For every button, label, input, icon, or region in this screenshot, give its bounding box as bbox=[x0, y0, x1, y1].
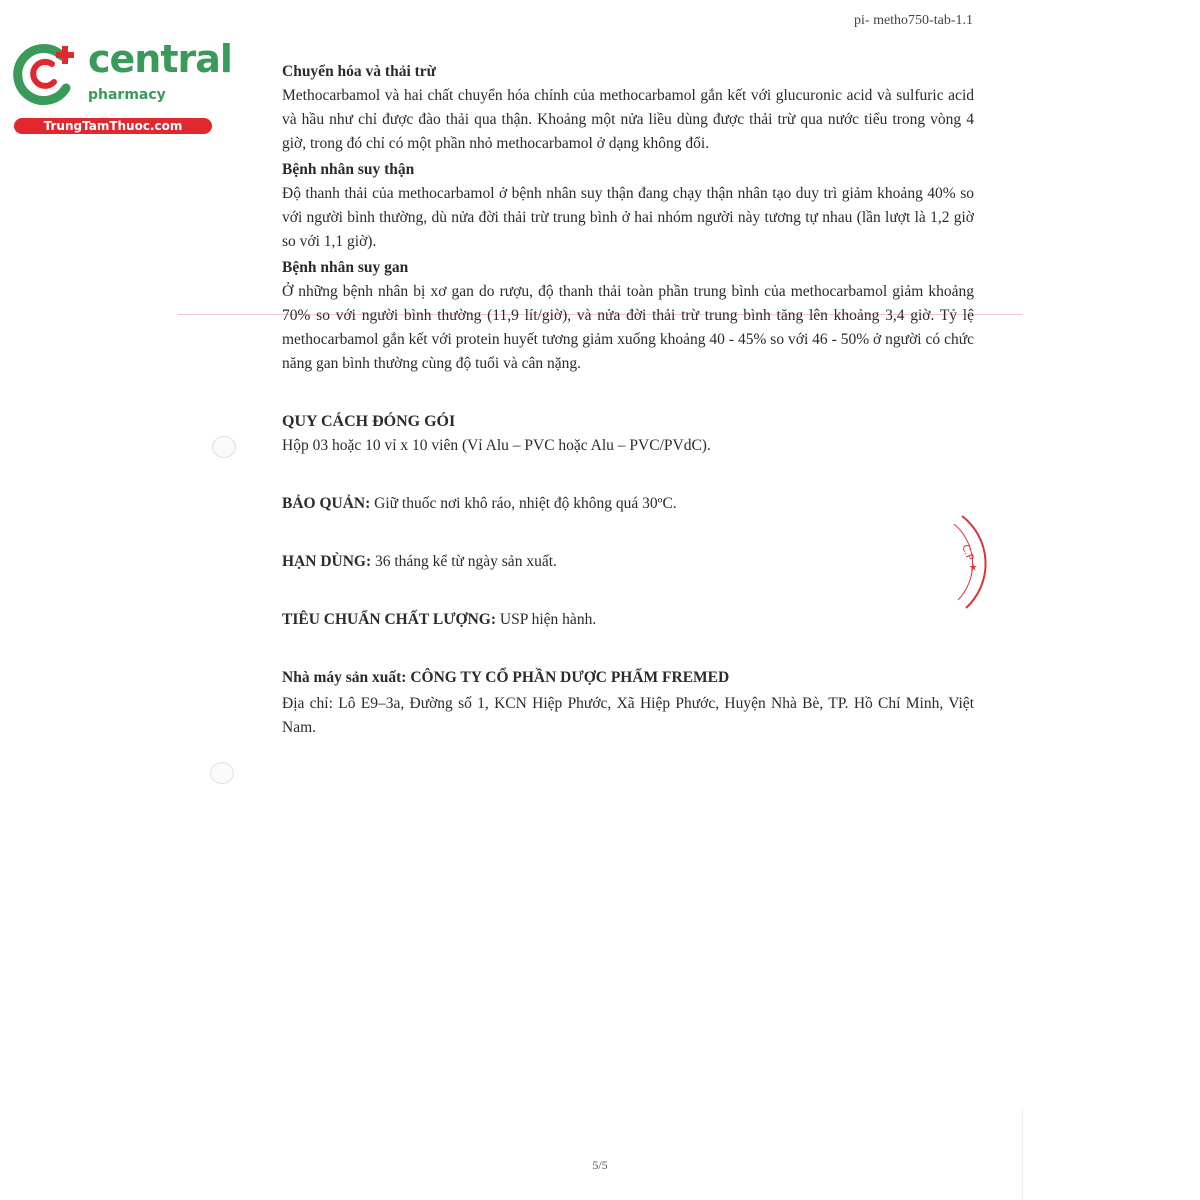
punch-hole bbox=[210, 762, 234, 784]
central-pharmacy-logo[interactable] bbox=[10, 37, 232, 138]
heading-metabolism: Chuyển hóa và thải trừ bbox=[282, 63, 436, 80]
text-metabolism: Methocarbamol và hai chất chuyển hóa chính của methocarbamol gắn kết với glucuronic acid và sulfuric acid và hầu như chỉ được đào thải qua thận. Khoảng một nửa liều dùng được thải trừ qua nước tiểu trong vòng 4 giờ, trong đó chỉ có một phần nhỏ methocarbamol ở dạng không đổi. bbox=[282, 87, 974, 152]
heading-hepatic: Bệnh nhân suy gan bbox=[282, 259, 409, 276]
standard-text: USP hiện hành. bbox=[499, 611, 597, 628]
expiry-line bbox=[282, 550, 974, 574]
storage-label: BẢO QUẢN: bbox=[282, 495, 371, 512]
stamp-text: C.P ★ bbox=[959, 543, 980, 574]
manufacturer-name: CÔNG TY CỔ PHẦN DƯỢC PHẨM FREMED bbox=[410, 669, 730, 686]
text-renal: Độ thanh thải của methocarbamol ở bệnh nhân suy thận đang chạy thận nhân tạo duy trì giảm khoảng 40% so với người bình thường, dù nửa đời thải trừ trung bình ở hai nhóm người này tương tự nhau (lần lượt là 1,2 giờ so với 1,1 giờ). bbox=[282, 185, 974, 250]
logo-brand-name: central bbox=[88, 37, 232, 81]
page-number: 5/5 bbox=[592, 1158, 608, 1172]
expiry-text: 36 tháng kể từ ngày sản xuất. bbox=[375, 553, 557, 570]
storage-line bbox=[282, 492, 974, 516]
logo-website[interactable]: TrungTamThuoc.com bbox=[14, 118, 212, 134]
document-body bbox=[282, 60, 974, 742]
scan-edge-line bbox=[1022, 1110, 1023, 1200]
expiry-label: HẠN DÙNG: bbox=[282, 553, 372, 570]
storage-text: Giữ thuốc nơi khô ráo, nhiệt độ không quá 30ºC. bbox=[374, 495, 677, 512]
punch-hole bbox=[212, 436, 236, 458]
document-code: pi- metho750-tab-1.1 bbox=[854, 13, 973, 28]
text-hepatic: Ở những bệnh nhân bị xơ gan do rượu, độ thanh thải toàn phần trung bình của methocarbamol giảm khoảng 70% so với người bình thường (11,9 lít/giờ), và nửa đời thải trừ trung bình tăng lên khoảng 3,4 giờ. Tỷ lệ methocarbamol gắn kết với protein huyết tương giảm xuống khoảng 40 - 45% so với 46 - 50% ở người có chức năng gan bình thường cùng độ tuổi và cân nặng. bbox=[282, 283, 974, 372]
standard-label: TIÊU CHUẨN CHẤT LƯỢNG: bbox=[282, 611, 497, 628]
logo-subtitle: pharmacy bbox=[88, 87, 166, 103]
manufacturer-address: Địa chỉ: Lô E9–3a, Đường số 1, KCN Hiệp Phước, Xã Hiệp Phước, Huyện Nhà Bè, TP. Hồ Chí Minh, Việt Nam. bbox=[282, 695, 974, 736]
manufacturer-line bbox=[282, 666, 974, 690]
heading-renal: Bệnh nhân suy thận bbox=[282, 161, 415, 178]
text-packaging: Hộp 03 hoặc 10 vỉ x 10 viên (Vỉ Alu – PVC hoặc Alu – PVC/PVdC). bbox=[282, 437, 711, 454]
standard-line bbox=[282, 608, 974, 632]
manufacturer-label: Nhà máy sản xuất: bbox=[282, 669, 407, 686]
heading-packaging: QUY CÁCH ĐÓNG GÓI bbox=[282, 413, 456, 430]
pharmacy-cross-icon bbox=[10, 38, 80, 108]
